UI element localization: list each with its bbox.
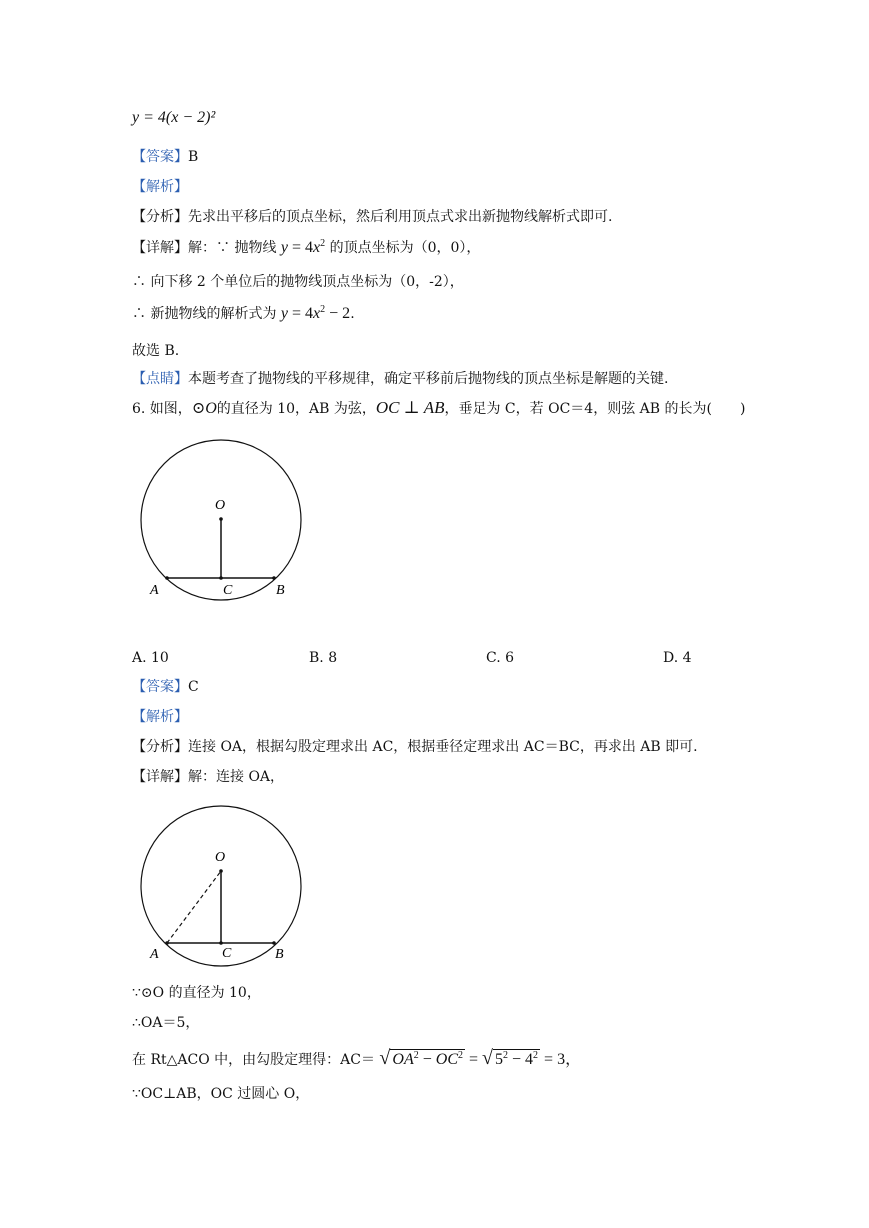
detail-tag: 【详解】 — [132, 769, 188, 785]
fenxi-line-q6 — [132, 737, 698, 757]
detail-text-a: 解：∵ 抛物线 — [188, 240, 277, 256]
answer-tag: 【答案】 — [132, 149, 188, 165]
segment-oa-dashed — [167, 871, 221, 943]
label-a: A — [150, 583, 159, 598]
q6-stem — [132, 398, 745, 419]
label-b: B — [276, 583, 285, 598]
q6-stem-b: 的直径为 10，AB 为弦， — [216, 401, 376, 417]
fenxi-text: 连接 OA，根据勾股定理求出 AC，根据垂径定理求出 AC＝BC，再求出 AB 即可. — [188, 739, 698, 755]
q6-circle-symbol: ⊙O — [191, 400, 217, 417]
fenxi-tag: 【分析】 — [132, 209, 188, 225]
detail-line-1-q5 — [132, 238, 480, 258]
point-a — [165, 576, 169, 580]
comment-line-q5 — [132, 369, 668, 389]
fenxi-tag: 【分析】 — [132, 739, 188, 755]
label-c: C — [222, 946, 232, 961]
detail-line-2-q5: ∴ 向下移 2 个单位后的抛物线顶点坐标为（0，-2）， — [132, 274, 464, 290]
formula-sqrt: √ $OA^2 - OC^2$ = √ $5^2 - 4^2$ — [379, 1047, 539, 1069]
answer-value: B — [188, 149, 199, 165]
label-a: A — [150, 947, 159, 962]
answer-tag: 【答案】 — [132, 679, 188, 695]
point-o — [219, 869, 223, 873]
option-c: C. 6 — [486, 650, 515, 666]
fenxi-text: 先求出平移后的顶点坐标，然后利用顶点式求出新抛物线解析式即可. — [188, 209, 613, 225]
label-c: C — [223, 583, 233, 598]
q6-figure-1 — [130, 432, 315, 607]
step-3 — [132, 1048, 581, 1070]
analysis-tag-q5: 【解析】 — [132, 179, 188, 195]
option-d-formula: y = 4(x − 2)² — [132, 109, 216, 126]
label-o: O — [215, 498, 226, 513]
detail-3-text: ∴ 新抛物线的解析式为 — [132, 306, 277, 322]
point-b — [272, 941, 276, 945]
step-2: ∴OA＝5， — [132, 1015, 200, 1031]
comment-text: 本题考查了抛物线的平移规律，确定平移前后抛物线的顶点坐标是解题的关键. — [188, 371, 669, 387]
step-3-text: 在 Rt△ACO 中，由勾股定理得：AC＝ — [132, 1052, 375, 1068]
answer-line-q6 — [132, 677, 199, 697]
q6-figure-2 — [130, 798, 315, 973]
point-c — [219, 576, 223, 580]
formula-y-4x2: $y = 4x^2$ — [280, 238, 326, 256]
step-1: ∵⊙O 的直径为 10， — [132, 985, 261, 1001]
q6-perp-symbol: OC ⊥ AB — [375, 398, 445, 417]
detail-line-4-q5: 故选 B. — [132, 343, 180, 359]
option-b: B. 8 — [309, 650, 338, 666]
detail-text-b: 的顶点坐标为（0，0）， — [329, 240, 481, 256]
option-d: D. 4 — [663, 650, 692, 666]
point-c — [219, 941, 223, 945]
detail-line-3-q5: ∴ 新抛物线的解析式为 $y = 4x^2 - 2$. — [132, 304, 355, 322]
comment-tag: 【点睛】 — [132, 371, 188, 387]
detail-tag: 【详解】 — [132, 240, 188, 256]
step-3-result: = 3， — [544, 1051, 582, 1068]
analysis-tag-q6: 【解析】 — [132, 709, 188, 725]
detail-text: 解：连接 OA， — [188, 769, 285, 785]
formula-y-4x2-minus-2: $y = 4x^2 - 2$ — [280, 304, 351, 322]
step-4: ∵OC⊥AB，OC 过圆心 O， — [132, 1086, 310, 1102]
answer-line-q5 — [132, 147, 198, 167]
point-o — [219, 517, 223, 521]
q6-stem-a: 6. 如图， — [132, 401, 192, 417]
option-a: A. 10 — [132, 650, 169, 666]
point-a — [165, 941, 169, 945]
fenxi-line-q5 — [132, 207, 612, 227]
point-b — [272, 576, 276, 580]
answer-value: C — [188, 679, 199, 695]
label-o: O — [215, 850, 226, 865]
q6-stem-c: ，垂足为 C，若 OC＝4，则弦 AB 的长为( ) — [444, 401, 746, 417]
detail-line-q6 — [132, 767, 284, 787]
label-b: B — [275, 947, 284, 962]
